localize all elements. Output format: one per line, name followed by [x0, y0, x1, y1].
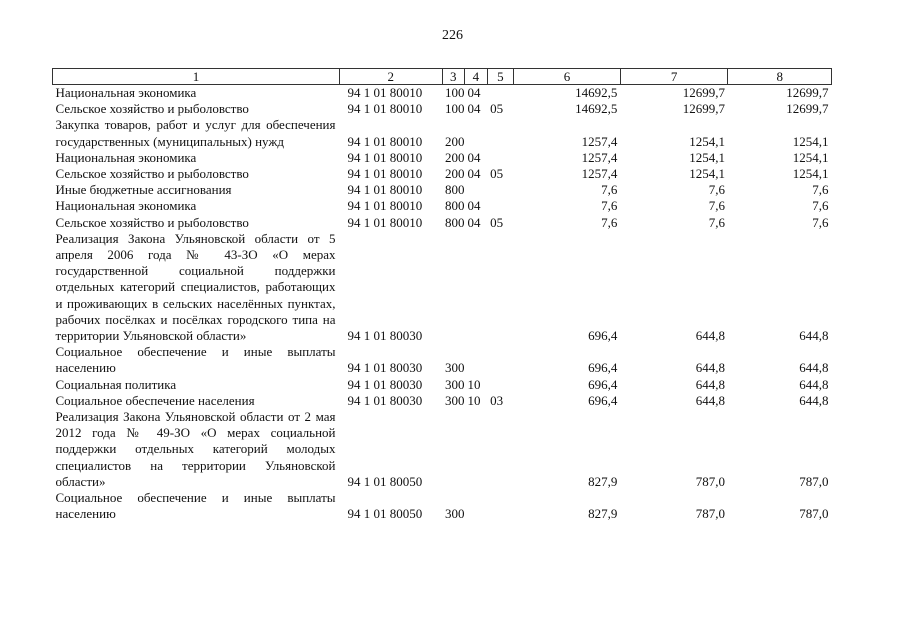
row-value-6: 7,6: [601, 214, 618, 230]
row-col-4: [465, 344, 488, 376]
table-row: [53, 198, 832, 214]
row-code: 94 1 01 80010: [347, 101, 423, 117]
row-col-5: [487, 409, 514, 490]
row-col-4: 10: [467, 376, 481, 392]
row-value-7: 7,6: [708, 214, 725, 230]
row-value-8: 787,0: [799, 473, 829, 489]
table-row: [53, 393, 832, 409]
row-col-3: 300: [445, 392, 465, 408]
row-col-4: 04: [467, 214, 481, 230]
row-col-4: 04: [467, 166, 481, 182]
row-code: 94 1 01 80030: [347, 328, 423, 344]
row-name: Закупка товаров, работ и услуг для обеспечения государственных (муниципальных) нужд: [55, 117, 336, 149]
table-row: [53, 101, 832, 117]
table-header: [53, 69, 832, 85]
table-row: [53, 377, 832, 393]
row-col-4: [465, 409, 488, 490]
row-col-4: 04: [467, 101, 481, 117]
row-name: Национальная экономика: [55, 198, 197, 214]
table-row: [53, 150, 832, 166]
row-col-4: 10: [467, 392, 481, 408]
header-col-3: 3: [442, 69, 465, 85]
row-value-7: 12699,7: [682, 85, 725, 100]
row-col-5: [487, 117, 514, 149]
header-col-8: 8: [728, 69, 832, 85]
row-value-8: 644,8: [799, 328, 829, 344]
row-col-4: 04: [467, 149, 481, 165]
row-value-7: 787,0: [695, 506, 725, 522]
row-value-6: 7,6: [601, 198, 618, 214]
row-col-3: 300: [445, 376, 465, 392]
row-col-5: 05: [490, 101, 504, 117]
row-code: 94 1 01 80010: [347, 214, 423, 230]
row-name: Социальная политика: [55, 376, 177, 392]
row-value-7: 1254,1: [689, 133, 725, 149]
row-code: 94 1 01 80030: [347, 376, 423, 392]
row-name: Сельское хозяйство и рыболовство: [55, 101, 249, 117]
budget-table: [52, 68, 832, 522]
header-col-7: 7: [620, 69, 728, 85]
row-name: Реализация Закона Ульяновской области от 5 апреля 2006 года № 43-ЗО «О мерах государственной социальной поддержки отдельных категорий специалистов, работающих и проживающих в сельских населённых пунктах, рабочих посёлках и посёлках городского типа на территории Ульяновской области»: [55, 230, 336, 344]
row-col-5: [487, 150, 514, 166]
row-name: Реализация Закона Ульяновской области от 2 мая 2012 года № 49-ЗО «О мерах социальной поддержки отдельных категорий молодых специалистов на территории Ульяновской области»: [55, 409, 336, 489]
row-value-6: 696,4: [588, 360, 618, 376]
row-code: 94 1 01 80050: [347, 506, 423, 522]
row-value-7: 787,0: [695, 473, 725, 489]
row-value-8: 644,8: [799, 376, 829, 392]
header-col-5: 5: [487, 69, 514, 85]
row-col-4: [465, 117, 488, 149]
row-name: Иные бюджетные ассигнования: [55, 182, 232, 198]
row-value-7: 7,6: [708, 182, 725, 198]
row-value-7: 1254,1: [689, 166, 725, 182]
row-name: Национальная экономика: [55, 85, 197, 100]
row-col-4: 04: [467, 198, 481, 214]
row-col-5: [487, 198, 514, 214]
row-name: Социальное обеспечение и иные выплаты населению: [55, 490, 336, 522]
row-value-6: 827,9: [588, 506, 618, 522]
row-value-8: 12699,7: [786, 85, 829, 100]
row-value-8: 644,8: [799, 360, 829, 376]
row-col-3: 100: [445, 85, 465, 100]
row-col-5: 05: [490, 214, 504, 230]
table-row: [53, 409, 832, 490]
row-col-3: 300: [445, 360, 465, 376]
table-row: [53, 117, 832, 149]
table-row: [53, 182, 832, 198]
row-col-4: [465, 182, 488, 198]
row-col-3: 200: [445, 166, 465, 182]
row-col-4: [465, 231, 488, 344]
row-col-5: [487, 85, 514, 102]
row-value-8: 7,6: [812, 214, 829, 230]
row-value-8: 1254,1: [792, 149, 829, 165]
row-code: 94 1 01 80010: [347, 133, 423, 149]
table-row: [53, 344, 832, 376]
row-value-6: 696,4: [588, 376, 618, 392]
row-col-3: 800: [445, 198, 465, 214]
row-col-3: [442, 231, 465, 344]
row-col-3: 200: [445, 149, 465, 165]
table-row: [53, 85, 832, 102]
row-name: Сельское хозяйство и рыболовство: [55, 166, 249, 182]
row-col-3: 300: [445, 506, 465, 522]
row-code: 94 1 01 80010: [347, 85, 423, 100]
header-col-2: 2: [340, 69, 443, 85]
row-value-6: 14692,5: [575, 101, 618, 117]
row-value-7: 644,8: [695, 376, 725, 392]
row-value-8: 787,0: [799, 506, 829, 522]
row-code: 94 1 01 80030: [347, 392, 423, 408]
table-row: [53, 166, 832, 182]
row-col-5: [487, 344, 514, 376]
row-value-7: 7,6: [708, 198, 725, 214]
row-value-6: 696,4: [588, 392, 618, 408]
row-value-7: 644,8: [695, 360, 725, 376]
row-value-7: 644,8: [695, 328, 725, 344]
page-number: 226: [442, 28, 463, 43]
row-code: 94 1 01 80010: [347, 166, 423, 182]
row-name: Национальная экономика: [55, 149, 197, 165]
row-col-4: [465, 490, 488, 522]
row-code: 94 1 01 80010: [347, 149, 423, 165]
row-col-3: 800: [445, 182, 465, 198]
row-name: Социальное обеспечение населения: [55, 392, 255, 408]
row-code: 94 1 01 80010: [347, 198, 423, 214]
row-code: 94 1 01 80010: [347, 182, 423, 198]
row-col-5: [487, 231, 514, 344]
row-value-6: 1257,4: [581, 133, 618, 149]
table-body: [53, 85, 832, 523]
header-col-6: 6: [514, 69, 621, 85]
row-value-6: 696,4: [588, 328, 618, 344]
row-col-5: [487, 377, 514, 393]
row-col-5: [487, 182, 514, 198]
row-value-8: 1254,1: [792, 166, 829, 182]
row-name: Социальное обеспечение и иные выплаты населению: [55, 344, 336, 376]
row-value-6: 827,9: [588, 473, 618, 489]
row-code: 94 1 01 80050: [347, 473, 423, 489]
header-col-4: 4: [465, 69, 488, 85]
header-row: [53, 69, 832, 85]
row-code: 94 1 01 80030: [347, 360, 423, 376]
row-col-3: 200: [445, 133, 465, 149]
row-value-8: 12699,7: [786, 101, 829, 117]
row-value-7: 12699,7: [682, 101, 725, 117]
row-col-5: 03: [490, 392, 504, 408]
table-row: [53, 490, 832, 522]
row-col-3: 100: [445, 101, 465, 117]
row-value-6: 7,6: [601, 182, 618, 198]
row-value-6: 1257,4: [581, 149, 618, 165]
row-value-8: 7,6: [812, 182, 829, 198]
header-col-1: 1: [53, 69, 340, 85]
row-value-7: 644,8: [695, 392, 725, 408]
row-value-8: 1254,1: [792, 133, 829, 149]
row-col-3: 800: [445, 214, 465, 230]
table-row: [53, 231, 832, 344]
row-name: Сельское хозяйство и рыболовство: [55, 214, 249, 230]
row-value-7: 1254,1: [689, 149, 725, 165]
row-value-6: 1257,4: [581, 166, 618, 182]
row-col-3: [442, 409, 465, 490]
table-row: [53, 215, 832, 231]
row-col-5: [487, 490, 514, 522]
row-col-4: 04: [467, 85, 481, 100]
row-value-6: 14692,5: [575, 85, 618, 100]
row-value-8: 644,8: [799, 392, 829, 408]
row-value-8: 7,6: [812, 198, 829, 214]
row-col-5: 05: [490, 166, 504, 182]
